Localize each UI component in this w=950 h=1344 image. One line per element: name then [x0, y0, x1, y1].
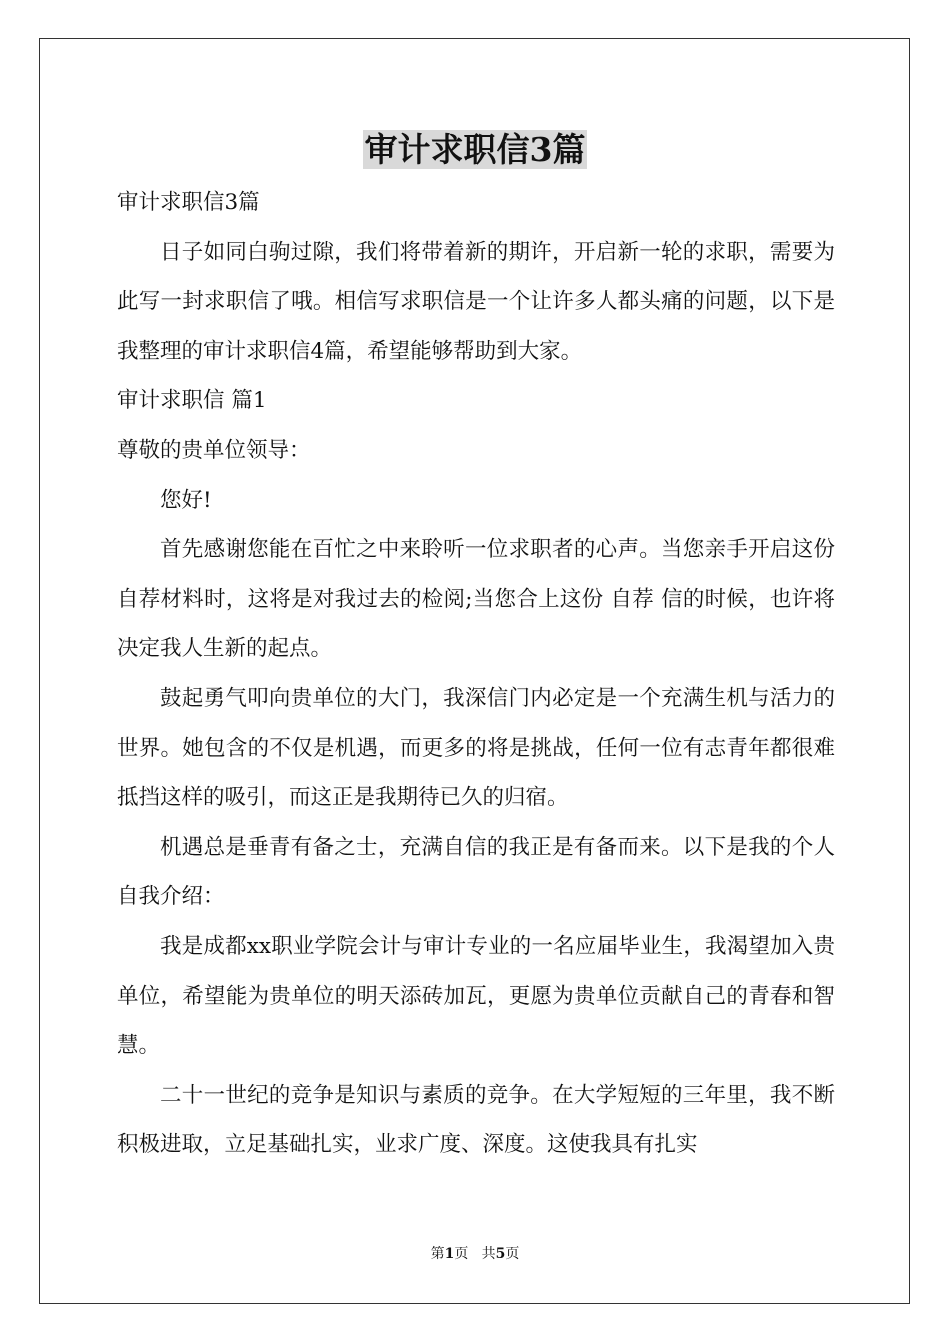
footer-current-page: 1: [444, 1246, 455, 1262]
document-body: [117, 178, 835, 1170]
document-title-text: 审计求职信3篇: [364, 130, 586, 169]
intro-paragraph: 日子如同白驹过隙，我们将带着新的期许，开启新一轮的求职，需要为此写一封求职信了哦。相信写求职信是一个让许多人都头痛的问题，以下是我整理的审计求职信4篇，希望能够帮助到大家。: [117, 239, 835, 364]
body-paragraph: 我是成都xx职业学院会计与审计专业的一名应届毕业生，我渴望加入贵单位，希望能为贵单位的明天添砖加瓦，更愿为贵单位贡献自己的青春和智慧。: [117, 933, 835, 1059]
body-paragraph: 首先感谢您能在百忙之中来聆听一位求职者的心声。当您亲手开启这份自荐材料时，这将是对我过去的检阅;当您合上这份 自荐 信的时候，也许将决定我人生新的起点。: [117, 537, 835, 662]
body-paragraph: 二十一世纪的竞争是知识与素质的竞争。在大学短短的三年里，我不断积极进取，立足基础扎实，业求广度、深度。这使我具有扎实: [117, 1082, 835, 1158]
body-paragraph: 鼓起勇气叩向贵单位的大门，我深信门内必定是一个充满生机与活力的世界。她包含的不仅是机遇，而更多的将是挑战，任何一位有志青年都很难抵挡这样的吸引，而这正是我期待已久的归宿。: [117, 685, 835, 811]
greeting: 您好!: [160, 487, 212, 513]
footer-total-pages: 5: [495, 1246, 506, 1262]
footer-suffix: 页: [505, 1246, 520, 1262]
section-heading: 审计求职信 篇1: [117, 388, 267, 414]
page-footer: [0, 1244, 950, 1264]
footer-prefix: 第: [430, 1246, 445, 1262]
footer-middle: 页 共: [454, 1246, 496, 1262]
body-paragraph: 机遇总是垂青有备之士，充满自信的我正是有备而来。以下是我的个人自我介绍：: [117, 834, 835, 910]
document-title: [0, 128, 950, 172]
salutation: 尊敬的贵单位领导：: [117, 437, 311, 463]
document-subtitle: 审计求职信3篇: [117, 190, 260, 215]
